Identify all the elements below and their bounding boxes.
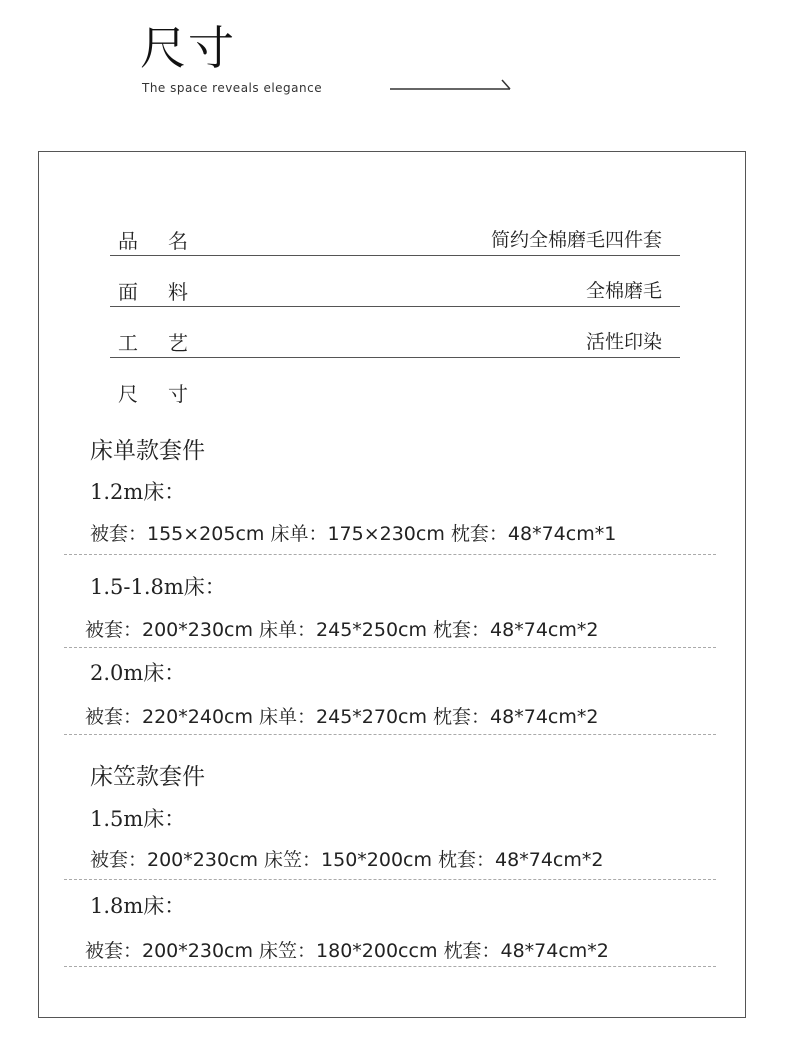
size-detail: 被套：200*230cm 床笠：180*200ccm 枕套：48*74cm*2	[85, 940, 609, 962]
spec-row-product-name	[110, 211, 680, 256]
page-subtitle: The space reveals elegance	[142, 81, 323, 95]
section-title-fitted-sheet-set: 床笠款套件	[90, 764, 205, 790]
size-name: 1.5m床：	[90, 807, 186, 831]
spec-row-craft	[110, 313, 680, 358]
size-detail: 被套：200*230cm 床笠：150*200cm 枕套：48*74cm*2	[90, 849, 604, 871]
spec-label: 尺寸	[118, 382, 218, 406]
size-name: 1.5-1.8m床：	[90, 575, 226, 599]
size-detail: 被套：200*230cm 床单：245*250cm 枕套：48*74cm*2	[85, 619, 599, 641]
dashed-divider	[64, 879, 716, 880]
size-name: 2.0m床：	[90, 661, 186, 685]
section-title-sheet-set: 床单款套件	[90, 438, 205, 464]
dashed-divider	[64, 647, 716, 648]
spec-value: 全棉磨毛	[585, 280, 662, 302]
spec-label: 面料	[118, 280, 218, 304]
spec-row-fabric	[110, 262, 680, 307]
page-title: 尺寸	[140, 21, 236, 75]
arrow-right-icon	[390, 77, 512, 91]
spec-label: 工艺	[118, 331, 218, 355]
size-detail: 被套：155×205cm 床单：175×230cm 枕套：48*74cm*1	[90, 523, 617, 545]
size-name: 1.8m床：	[90, 894, 186, 918]
dashed-divider	[64, 554, 716, 555]
spec-value: 活性印染	[585, 331, 662, 353]
size-name: 1.2m床：	[90, 480, 186, 504]
spec-row-size	[110, 364, 680, 408]
dashed-divider	[64, 966, 716, 967]
spec-value: 简约全棉磨毛四件套	[490, 229, 662, 251]
size-detail: 被套：220*240cm 床单：245*270cm 枕套：48*74cm*2	[85, 706, 599, 728]
dashed-divider	[64, 734, 716, 735]
spec-label: 品名	[118, 229, 218, 253]
